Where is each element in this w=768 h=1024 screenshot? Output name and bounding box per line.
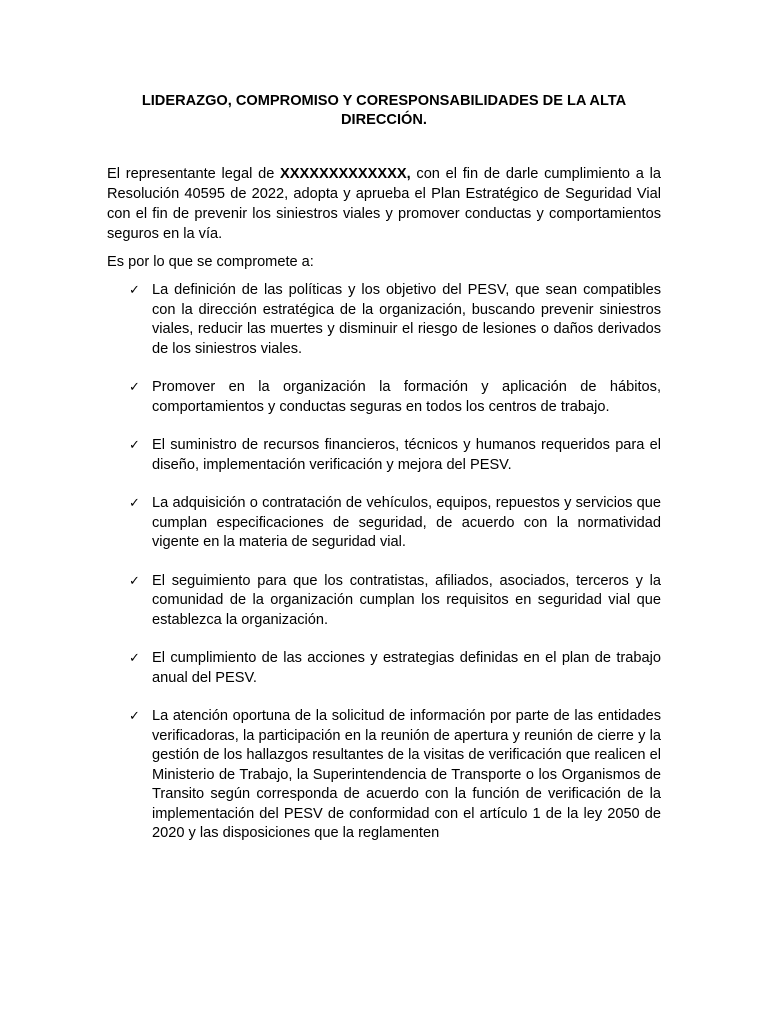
check-icon: ✓	[129, 573, 140, 589]
commitment-item	[107, 436, 661, 475]
check-icon: ✓	[129, 496, 140, 511]
commitment-text: La definición de las políticas y los objetivo del PESV, que sean compatibles con la dirección estratégica de la organización, buscando prevenir siniestros viales, reducir las muertes y disminuir el riesgo de lesiones o daños derivados de los siniestros viales.	[152, 282, 661, 357]
commitment-item	[107, 281, 661, 359]
commitment-item	[107, 378, 661, 417]
commitment-text: Promover en la organización la formación y aplicación de hábitos, comportamientos y conductas seguras en todos los centros de trabajo.	[152, 379, 661, 415]
commitment-item	[107, 707, 661, 844]
company-name: XXXXXXXXXXXXX,	[280, 166, 411, 182]
commitment-list	[107, 281, 661, 863]
commitment-item	[107, 649, 661, 688]
check-icon: ✓	[129, 380, 140, 395]
commitment-text: El seguimiento para que los contratistas, afiliados, asociados, terceros y la comunidad de la organización cumplan los requisitos en seguridad vial que establezca la organización.	[152, 572, 661, 628]
document-title: LIDERAZGO, COMPROMISO Y CORESPONSABILIDADES DE LA ALTA DIRECCIÓN.	[141, 93, 627, 128]
commitment-item	[107, 572, 661, 631]
check-icon: ✓	[129, 283, 140, 298]
commitment-text: El suministro de recursos financieros, técnicos y humanos requeridos para el diseño, implementación verificación y mejora del PESV.	[152, 437, 661, 473]
check-icon: ✓	[129, 709, 140, 724]
commitment-item	[107, 494, 661, 553]
intro-suffix: con el fin de darle cumplimiento a la Resolución 40595 de 2022, adopta y aprueba el Plan Estratégico de Seguridad Vial con el fin de prevenir los siniestros viales y promover conductas y comportamientos seguros en la vía.	[107, 166, 661, 242]
commitment-lead: Es por lo que se compromete a:	[107, 254, 314, 270]
commitment-text: La atención oportuna de la solicitud de información por parte de las entidades verificadoras, la participación en la reunión de apertura y reunión de cierre y la gestión de los hallazgos resultantes de la visitas de verificación que realicen el Ministerio de Trabajo, la Superintendencia de Transporte o los Organismos de Transito según corresponda de acuerdo con la función de verificación de la implementación del PESV de conformidad con el artículo 1 de la ley 2050 de 2020 y las disposiciones que la reglamenten	[152, 708, 661, 841]
intro-paragraph	[107, 164, 661, 244]
commitment-text: El cumplimiento de las acciones y estrategias definidas en el plan de trabajo anual del PESV.	[152, 650, 661, 686]
commitment-text: La adquisición o contratación de vehículos, equipos, repuestos y servicios que cumplan especificaciones de seguridad, de acuerdo con la normatividad vigente en la materia de seguridad vial.	[152, 495, 661, 550]
intro-prefix: El representante legal de	[107, 166, 281, 182]
check-icon: ✓	[129, 651, 140, 666]
check-icon: ✓	[129, 438, 140, 453]
